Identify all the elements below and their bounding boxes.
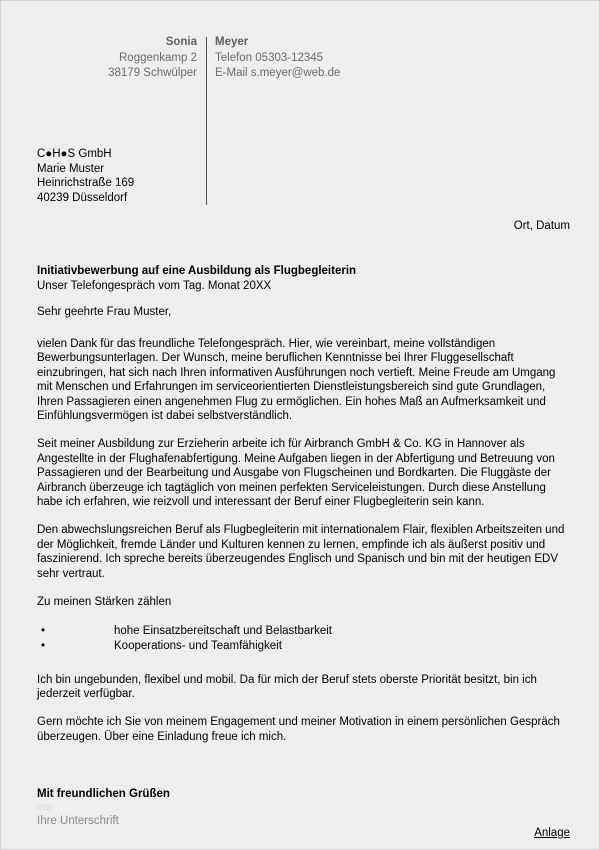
sender-email: E-Mail s.meyer@web.de [215, 67, 341, 79]
bullet-icon: • [41, 640, 46, 652]
subject-title: Initiativbewerbung auf eine Ausbildung als Flugbegleiterin [37, 265, 357, 277]
body-paragraph: Ich bin ungebunden, flexibel und mobil. Da für mich der Beruf stets oberste Priorität besitzt, bin ich jederzeit verfügbar. [37, 673, 537, 700]
sender-right-column [215, 35, 415, 82]
subject-reference: Unser Telefongespräch vom Tag. Monat 20XX [37, 279, 272, 292]
recipient-city: 40239 Düsseldorf [37, 191, 128, 204]
sender-left-column [37, 35, 197, 82]
closing-greeting: Mit freundlichen Grüßen [37, 788, 170, 800]
signature-placeholder: Ihre Unterschrift [37, 815, 119, 827]
list-item-label: Kooperations- und Teamfähigkeit [114, 640, 282, 652]
sender-last-name: Meyer [215, 36, 249, 48]
strengths-list [37, 624, 571, 655]
recipient-company: C●H●S GmbH [37, 148, 112, 160]
subject-block [37, 264, 577, 293]
sender-first-name: Sonia [165, 36, 197, 48]
sender-phone: Telefon 05303-12345 [215, 51, 324, 64]
watermark-text: http [37, 802, 54, 812]
body-paragraph: vielen Dank für das freundliche Telefongespräch. Hier, wie vereinbart, meine vollständigen Bewerbungsunterlagen. Der Wunsch, meine beruflichen Kenntnisse bei Ihrer Fluggesellschaft einzubringen, hat sich nach Ihren informativen Ausführungen noch vertieft. Meine Freude am Umgang mit Menschen und Erfahrungen im serviceorientierten Dienstleistungsbereich sind gute Grundlagen, Ihren Passagieren einen angenehmen Flug zu ermöglichen. Ein hohes Maß an Aufmerksamkeit und Einfühlungsvermögen ist dabei selbstverständlich. [37, 338, 556, 423]
place-and-date: Ort, Datum [513, 220, 570, 232]
letter-body [37, 337, 571, 758]
strengths-intro: Zu meinen Stärken zählen [37, 596, 172, 609]
body-paragraph: Seit meiner Ausbildung zur Erzieherin arbeite ich für Airbranch GmbH & Co. KG in Hannover als Angestellte in der Flughafenabfertigung. Meine Aufgaben liegen in der Abfertigung und Betreuung von Passagieren und der Bearbeitung und Ausgabe von Flugscheinen und Bordkarten. Die Fluggäste der Airbranch überzeuge ich tagtäglich von meinen perfekten Serviceleistungen. Durch diese Anstellung habe ich erfahren, wie reizvoll und interessant der Beruf einer Flugbegleiterin sein kann. [37, 438, 555, 509]
sender-city: 38179 Schwülper [108, 67, 197, 79]
sender-street: Roggenkamp 2 [119, 51, 197, 64]
recipient-address-block [37, 147, 134, 205]
list-item [37, 624, 571, 640]
list-item [37, 639, 571, 655]
recipient-street: Heinrichstraße 169 [37, 177, 135, 189]
body-paragraph: Gern möchte ich Sie von meinem Engagement und meiner Motivation in einem persönlichen Gespräch überzeugen. Über eine Einladung freue ich mich. [37, 716, 560, 743]
salutation: Sehr geehrte Frau Muster, [37, 306, 172, 318]
closing-block [37, 787, 170, 829]
attachment-label: Anlage [534, 827, 570, 839]
list-item-label: hohe Einsatzbereitschaft und Belastbarkeit [114, 624, 332, 637]
body-paragraph: Den abwechslungsreichen Beruf als Flugbegleiterin mit internationalem Flair, flexiblen Arbeitszeiten und der Möglichkeit, fremde Länder und Kulturen kennen zu lernen, empfinde ich als äußerst positiv und faszinierend. Ich spreche bereits überzeugendes Englisch und Spanisch und bin mit der heutigen EDV sehr vertraut. [37, 524, 565, 580]
bullet-icon: • [41, 624, 46, 637]
recipient-contact: Marie Muster [37, 162, 105, 175]
sender-divider-line [206, 37, 207, 205]
